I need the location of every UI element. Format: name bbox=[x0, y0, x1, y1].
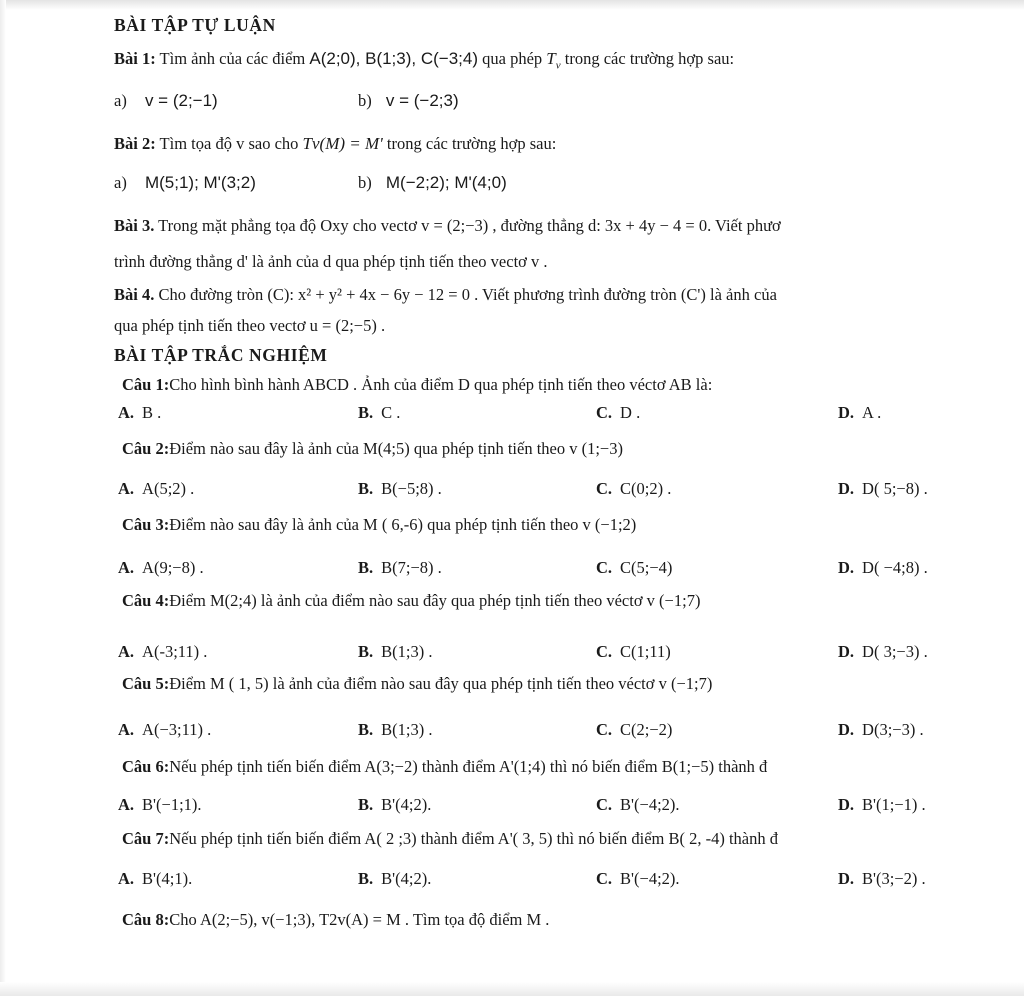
option-label: D. bbox=[838, 642, 855, 661]
bai3-line-1 bbox=[114, 215, 781, 237]
option-value: C(2;−2) bbox=[620, 720, 673, 739]
option-label: A. bbox=[118, 642, 135, 661]
question-label: Câu 6: bbox=[122, 757, 170, 776]
option-label: A. bbox=[118, 558, 135, 577]
option-value: A . bbox=[862, 403, 882, 422]
option-label: B. bbox=[358, 720, 374, 739]
bai1-text-a: Tìm ảnh của các điểm bbox=[159, 49, 306, 68]
question-7 bbox=[122, 828, 778, 850]
question-label: Câu 4: bbox=[122, 591, 170, 610]
bai1-option-a bbox=[114, 90, 218, 112]
question-label: Câu 3: bbox=[122, 515, 170, 534]
option-label: B. bbox=[358, 869, 374, 888]
question-6-option-a bbox=[118, 794, 202, 816]
bai1-points: A(2;0), B(1;3), C(−3;4) bbox=[309, 49, 478, 68]
question-7-option-c bbox=[596, 868, 680, 890]
bai1-option-b-value: v = (−2;3) bbox=[385, 91, 459, 110]
bai1-option-b-label: b) bbox=[358, 91, 372, 110]
mc-heading: BÀI TẬP TRẮC NGHIỆM bbox=[114, 345, 328, 365]
question-3 bbox=[122, 514, 636, 536]
question-6-option-c bbox=[596, 794, 680, 816]
option-value: D(3;−3) . bbox=[862, 720, 924, 739]
question-1-option-d bbox=[838, 402, 881, 424]
question-2-option-a bbox=[118, 478, 194, 500]
question-text: Nếu phép tịnh tiến biến điểm A( 2 ;3) thành điểm A'( 3, 5) thì nó biến điểm B( 2, -4) thành đ bbox=[169, 829, 779, 848]
bai2-option-a-value: M(5;1); M'(3;2) bbox=[144, 173, 256, 192]
option-label: C. bbox=[596, 795, 613, 814]
question-1-option-c bbox=[596, 402, 640, 424]
option-label: B. bbox=[358, 642, 374, 661]
option-label: C. bbox=[596, 869, 613, 888]
bai2-line bbox=[114, 133, 556, 155]
question-label: Câu 5: bbox=[122, 674, 170, 693]
page-bottom-shadow bbox=[0, 982, 1024, 996]
bai1-option-b bbox=[358, 90, 459, 112]
option-label: D. bbox=[838, 795, 855, 814]
option-value: D( −4;8) . bbox=[862, 558, 928, 577]
option-label: A. bbox=[118, 720, 135, 739]
bai4-label: Bài 4. bbox=[114, 285, 155, 304]
bai3-label: Bài 3. bbox=[114, 216, 155, 235]
option-label: C. bbox=[596, 720, 613, 739]
question-1-option-a bbox=[118, 402, 161, 424]
question-5-option-c bbox=[596, 719, 672, 741]
question-1 bbox=[122, 374, 712, 396]
bai2-option-a bbox=[114, 172, 256, 194]
question-2-option-c bbox=[596, 478, 671, 500]
bai4-text-1: Cho đường tròn (C): x² + y² + 4x − 6y − 12 = 0 . Viết phương trình đường tròn (C') là ảnh của bbox=[158, 285, 777, 304]
bai4-line-2: qua phép tịnh tiến theo vectơ u = (2;−5) . bbox=[114, 316, 386, 335]
option-value: D( 3;−3) . bbox=[862, 642, 928, 661]
bai3-line-2: trình đường thẳng d' là ảnh của d qua phép tịnh tiến theo vectơ v . bbox=[114, 252, 548, 271]
question-2 bbox=[122, 438, 623, 460]
option-value: B(1;3) . bbox=[381, 642, 433, 661]
option-value: D( 5;−8) . bbox=[862, 479, 928, 498]
option-label: A. bbox=[118, 479, 135, 498]
question-2-option-d bbox=[838, 478, 928, 500]
option-label: B. bbox=[358, 479, 374, 498]
bai2-text-a: Tìm tọa độ v sao cho bbox=[159, 134, 299, 153]
question-5-option-a bbox=[118, 719, 211, 741]
question-3-option-d bbox=[838, 557, 928, 579]
option-value: B(1;3) . bbox=[381, 720, 433, 739]
question-text: Điểm M(2;4) là ảnh của điểm nào sau đây qua phép tịnh tiến theo véctơ v (−1;7) bbox=[169, 591, 701, 610]
question-4-option-a bbox=[118, 641, 207, 663]
bai1-option-a-value: v = (2;−1) bbox=[144, 91, 218, 110]
question-text: Cho A(2;−5), v(−1;3), T2v(A) = M . Tìm tọa độ điểm M . bbox=[169, 910, 550, 929]
question-text: Điểm M ( 1, 5) là ảnh của điểm nào sau đây qua phép tịnh tiến theo véctơ v (−1;7) bbox=[169, 674, 713, 693]
bai1-transform: $T_v$ bbox=[546, 49, 561, 72]
option-value: A(-3;11) . bbox=[142, 642, 208, 661]
option-label: D. bbox=[838, 558, 855, 577]
option-label: B. bbox=[358, 795, 374, 814]
option-label: B. bbox=[358, 403, 374, 422]
option-value: C(1;11) bbox=[620, 642, 671, 661]
option-value: B'(−1;1). bbox=[142, 795, 202, 814]
question-text: Cho hình bình hành ABCD . Ảnh của điểm D qua phép tịnh tiến theo véctơ AB là: bbox=[169, 375, 713, 394]
option-value: B'(4;2). bbox=[381, 869, 432, 888]
bai1-line bbox=[114, 48, 734, 76]
option-value: A(−3;11) . bbox=[142, 720, 212, 739]
question-label: Câu 7: bbox=[122, 829, 170, 848]
option-value: C(0;2) . bbox=[620, 479, 672, 498]
question-text: Điểm nào sau đây là ảnh của M(4;5) qua phép tịnh tiến theo v (1;−3) bbox=[169, 439, 623, 458]
bai2-option-a-label: a) bbox=[114, 173, 127, 192]
question-text: Nếu phép tịnh tiến biến điểm A(3;−2) thành điểm A'(1;4) thì nó biến điểm B(1;−5) thành đ bbox=[169, 757, 768, 776]
bai2-text-b: trong các trường hợp sau: bbox=[386, 134, 557, 153]
bai2-option-b bbox=[358, 172, 507, 194]
option-label: C. bbox=[596, 558, 613, 577]
option-value: D . bbox=[620, 403, 641, 422]
question-7-option-a bbox=[118, 868, 192, 890]
question-7-option-d bbox=[838, 868, 926, 890]
bai2-option-b-label: b) bbox=[358, 173, 372, 192]
option-value: B(7;−8) . bbox=[381, 558, 442, 577]
option-value: C(5;−4) bbox=[620, 558, 673, 577]
option-label: A. bbox=[118, 403, 135, 422]
option-label: A. bbox=[118, 795, 135, 814]
bai1-text-b: qua phép bbox=[482, 49, 543, 68]
option-value: A(5;2) . bbox=[142, 479, 195, 498]
option-label: D. bbox=[838, 869, 855, 888]
option-label: D. bbox=[838, 403, 855, 422]
option-value: B'(4;1). bbox=[142, 869, 193, 888]
question-6-option-d bbox=[838, 794, 926, 816]
question-4-option-b bbox=[358, 641, 432, 663]
option-label: B. bbox=[358, 558, 374, 577]
option-label: C. bbox=[596, 642, 613, 661]
option-value: B'(1;−1) . bbox=[862, 795, 926, 814]
option-value: A(9;−8) . bbox=[142, 558, 204, 577]
question-3-option-a bbox=[118, 557, 204, 579]
bai1-text-c: trong các trường hợp sau: bbox=[564, 49, 735, 68]
essay-heading: BÀI TẬP TỰ LUẬN bbox=[114, 15, 276, 35]
bai1-label: Bài 1: bbox=[114, 49, 156, 68]
bai3-text-1: Trong mặt phẳng tọa độ Oxy cho vectơ v = (2;−3) , đường thẳng d: 3x + 4y − 4 = 0. Viết phươ bbox=[158, 216, 781, 235]
question-4-option-d bbox=[838, 641, 928, 663]
bai2-label: Bài 2: bbox=[114, 134, 156, 153]
question-7-option-b bbox=[358, 868, 431, 890]
question-5-option-d bbox=[838, 719, 924, 741]
question-label: Câu 1: bbox=[122, 375, 170, 394]
question-text: Điểm nào sau đây là ảnh của M ( 6,-6) qua phép tịnh tiến theo v (−1;2) bbox=[169, 515, 637, 534]
option-value: B'(4;2). bbox=[381, 795, 432, 814]
option-value: B(−5;8) . bbox=[381, 479, 442, 498]
option-value: B . bbox=[142, 403, 162, 422]
option-label: C. bbox=[596, 479, 613, 498]
question-1-option-b bbox=[358, 402, 400, 424]
question-label: Câu 2: bbox=[122, 439, 170, 458]
question-5-option-b bbox=[358, 719, 432, 741]
option-value: B'(−4;2). bbox=[620, 795, 680, 814]
page-top-shadow bbox=[0, 0, 1024, 10]
option-value: B'(−4;2). bbox=[620, 869, 680, 888]
question-6 bbox=[122, 756, 767, 778]
question-4 bbox=[122, 590, 700, 612]
question-label: Câu 8: bbox=[122, 910, 170, 929]
question-2-option-b bbox=[358, 478, 442, 500]
option-label: D. bbox=[838, 720, 855, 739]
page-left-shadow bbox=[0, 0, 6, 996]
question-6-option-b bbox=[358, 794, 431, 816]
option-label: C. bbox=[596, 403, 613, 422]
option-label: A. bbox=[118, 869, 135, 888]
bai2-option-b-value: M(−2;2); M'(4;0) bbox=[385, 173, 507, 192]
bai4-line-1 bbox=[114, 284, 777, 306]
option-value: C . bbox=[381, 403, 401, 422]
question-3-option-b bbox=[358, 557, 442, 579]
question-4-option-c bbox=[596, 641, 671, 663]
question-5 bbox=[122, 673, 712, 695]
option-label: D. bbox=[838, 479, 855, 498]
bai2-formula: Tv(M) = M' bbox=[302, 134, 383, 153]
bai1-option-a-label: a) bbox=[114, 91, 127, 110]
question-3-option-c bbox=[596, 557, 672, 579]
question-8 bbox=[122, 909, 549, 931]
option-value: B'(3;−2) . bbox=[862, 869, 926, 888]
